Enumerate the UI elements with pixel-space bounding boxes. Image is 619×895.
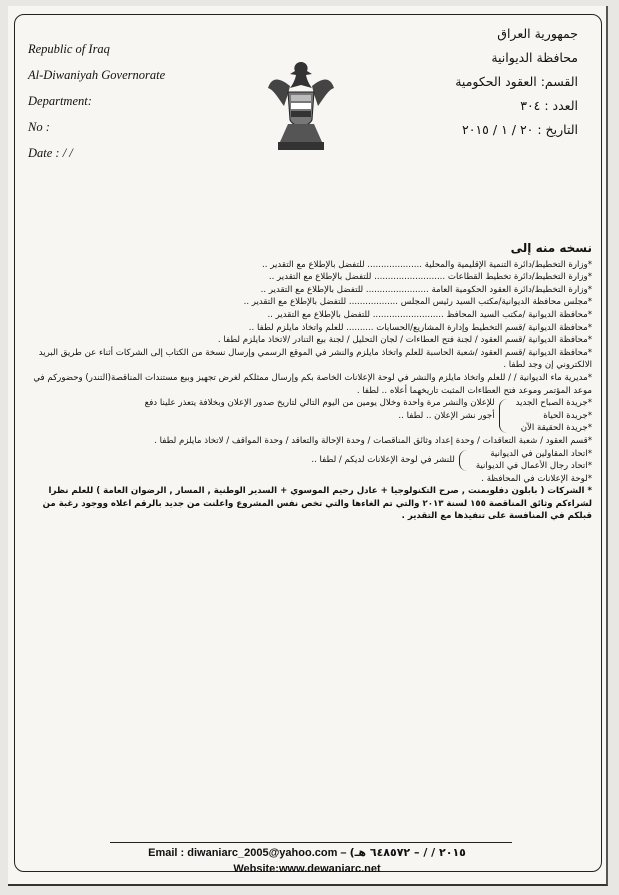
- union-item: *اتحاد المقاولين في الديوانية: [490, 448, 592, 459]
- unions-note: للنشر في لوحة الإعلانات لديكم / لطفا ..: [311, 454, 455, 465]
- iraq-eagle-emblem: [266, 58, 336, 153]
- newspaper-item: *جريدة الحقيقة الآن: [520, 423, 592, 434]
- newspaper-item: *جريدة الصباح الجديد: [515, 398, 592, 409]
- union-item: *اتحاد رجال الأعمال في الديوانية: [475, 461, 592, 472]
- list-item: *وزارة التخطيط/دائرة التنمية الإقليمية والمحلية .................... للتفضل بالإطلاع مع التقدير ..: [262, 259, 592, 270]
- list-item: *محافظة الديوانية /قسم العقود / لجنة فتح العطاءات / لجان التحليل / لجنة بيع التنادر /لاتخاذ مايلزم لطفا .: [217, 335, 592, 346]
- list-item: *وزارة التخطيط/دائرة العقود الحكومية العامة ....................... للتفضل بالإطلاع مع التقدير ..: [260, 284, 592, 295]
- letter-page: [8, 6, 608, 886]
- department-label-en: Department:: [28, 94, 92, 108]
- distribution-list: [24, 242, 592, 523]
- unions-group: [24, 448, 592, 473]
- footer-email: Email : diwaniarc_2005@yahoo.com –: [148, 847, 347, 859]
- list-item: *وزارة التخطيط/دائرة تخطيط القطاعات .......................... للتفضل بالإطلاع مع التقدير ..: [268, 272, 592, 283]
- copies-to-heading: نسخه منه إلى: [510, 241, 592, 255]
- number-label-en: No :: [28, 120, 50, 134]
- newspapers-note: للإعلان والنشر مرة واحدة وخلال يومين من اليوم التالي لتاريخ صدور الإعلان وبخلافة يتعذر علينا دفع أجور نشر الإعلان .. لطفا ..: [144, 398, 495, 421]
- list-item: *مديرية ماء الديوانية / / للعلم واتخاذ مايلزم والنشر في لوحة الإعلانات الخاصة بكم وإرسال ممثلكم لغرض تجهيز وبيع مستندات المناقصة(التندر) وحضوركم في موعد المؤتمر وموعد فتح العطاءات المثبت تاريخهما أعلاه .. لطفا .: [33, 372, 592, 396]
- list-item: *مجلس محافظة الديوانية/مكتب السيد رئيس المجلس .................. للتفضل بالإطلاع مع التقدير ..: [243, 297, 592, 308]
- english-letterhead: [28, 36, 165, 166]
- governorate-name-en: Al-Diwaniyah Governorate: [28, 68, 166, 82]
- date-ar: التاريخ : ٢٠ / ١ / ٢٠١٥: [462, 122, 578, 137]
- footer-phone: (٢٠١٥ / / – ٦٤٨٥٧٢ هـ: [349, 846, 466, 859]
- brace-mark: [499, 399, 510, 433]
- footer-website: Website:www.dewaniarc.net: [233, 863, 381, 875]
- governorate-name-ar: محافظة الديوانية: [491, 50, 578, 65]
- list-item: *محافظة الديوانية /قسم العقود /شعبة الحاسبة للعلم واتخاذ مايلزم والنشر في الموقع الرسمي وإرسال نسخة من الكتاب إلى الشركات أثناء عن طريق البريد الالكتروني إن وجد لطفا .: [38, 347, 592, 371]
- date-label-en: Date : / /: [28, 146, 73, 160]
- list-item: *محافظة الديوانية /مكتب السيد المحافظ .......................... للتفضل بالإطلاع مع التقدير ..: [267, 309, 592, 320]
- list-item: *محافظة الديوانية /قسم التخطيط وإدارة المشاريع/الحسابات .......... للعلم واتخاذ مايلزم لطفا ..: [248, 322, 592, 333]
- country-name-ar: جمهورية العراق: [497, 26, 578, 41]
- country-name-en: Republic of Iraq: [28, 42, 110, 56]
- brace-mark: [459, 450, 470, 471]
- list-item: *لوحة الإعلانات في المحافظة .: [481, 473, 592, 484]
- footer-divider: [110, 842, 512, 843]
- list-item: *قسم العقود / شعبة التعاقدات / وحدة إعداد وثائق المناقصات / وحدة الإحالة والتعاقد / وحدة المواقف / لاتخاذ مايلزم لطفا .: [154, 435, 592, 446]
- newspapers-group: [24, 397, 592, 435]
- letter-footer: [8, 846, 606, 875]
- number-ar: العدد : ٣٠٤: [520, 98, 578, 113]
- arabic-letterhead: [455, 22, 578, 142]
- newspaper-item: *جريدة الحياة: [543, 410, 592, 421]
- department-ar: القسم: العقود الحكومية: [455, 74, 578, 89]
- companies-paragraph: * الشركات ( بابلون دفلوبمنت , صرح التكنولوجيا + عادل رحيم الموسوي + السدير الوطنية , المسار , الرضوان العامة ) للعلم نظرا لشراءكم وثائق المناقصة ١٥٥ لسنة ٢٠١٣ والتي تم الغاءها والتي تخص نفس المشروع واعلنت من جديد بالرقم اعلاه ووجود رغبة من قبلكم في المنافسة على تنفيذها مع التقدير .: [42, 486, 592, 522]
